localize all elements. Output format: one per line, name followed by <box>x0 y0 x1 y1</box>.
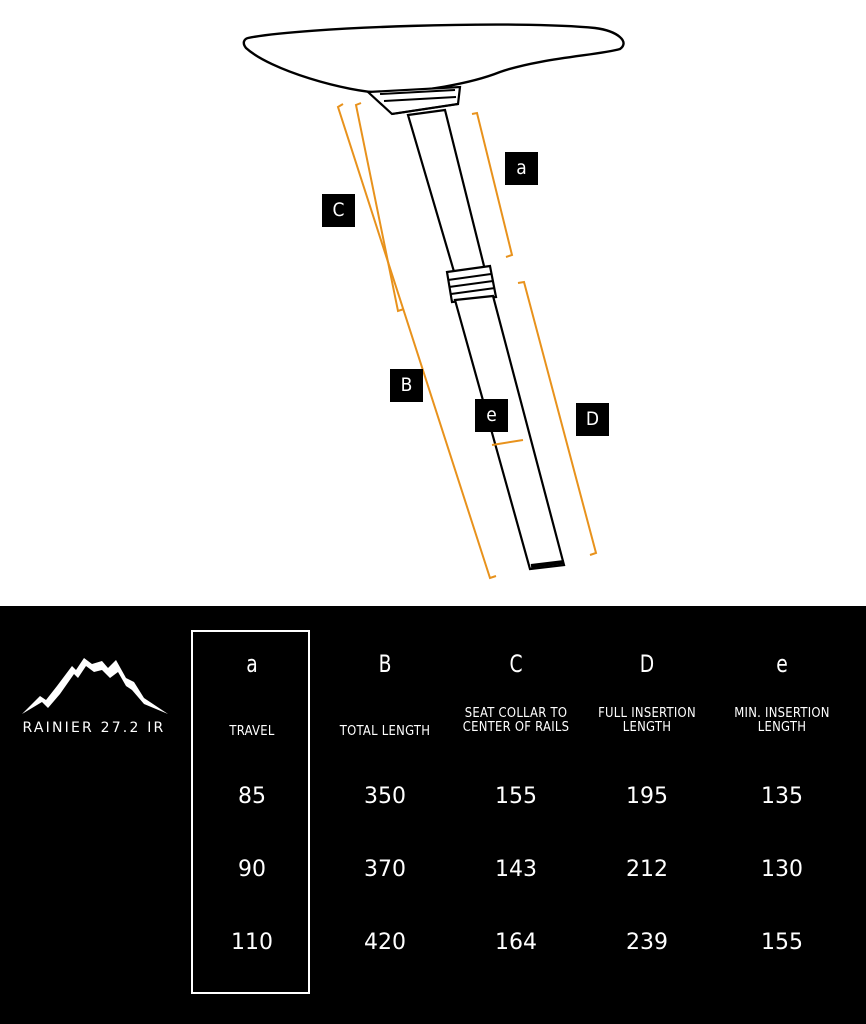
spec-value: 135 <box>761 784 803 809</box>
spec-value: 350 <box>364 784 406 809</box>
spec-column-e <box>712 606 852 1024</box>
column-label: TRAVEL <box>229 723 275 739</box>
spec-value: 155 <box>761 930 803 955</box>
column-letter: C <box>509 650 523 678</box>
label-e: e <box>475 399 508 432</box>
column-letter: B <box>378 650 392 678</box>
spec-table <box>0 606 866 1024</box>
spec-value: 370 <box>364 857 406 882</box>
label-c: C <box>322 194 355 227</box>
product-name: RAINIER 27.2 IR <box>22 720 166 736</box>
spec-value: 420 <box>364 930 406 955</box>
spec-value: 143 <box>495 857 537 882</box>
spec-column-b <box>315 606 455 1024</box>
spec-value: 195 <box>626 784 668 809</box>
dimension-a <box>472 113 512 257</box>
stanchion-upper <box>408 110 485 275</box>
label-a: a <box>505 152 538 185</box>
spec-column-a <box>182 606 322 1024</box>
column-label: TOTAL LENGTH <box>339 723 431 739</box>
column-letter: a <box>246 650 258 678</box>
spec-value: 90 <box>238 857 266 882</box>
seatpost-tube-lower <box>455 296 564 569</box>
spec-value: 155 <box>495 784 537 809</box>
label-b: B <box>390 369 423 402</box>
spec-value: 85 <box>238 784 266 809</box>
spec-value: 239 <box>626 930 668 955</box>
label-d: D <box>576 403 609 436</box>
dimension-c <box>356 103 404 311</box>
column-label: FULL INSERTION LENGTH <box>598 705 696 735</box>
mountain-icon <box>22 656 168 718</box>
column-label: MIN. INSERTION LENGTH <box>734 705 830 735</box>
column-letter: e <box>776 650 788 678</box>
spec-value: 212 <box>626 857 668 882</box>
spec-column-d <box>577 606 717 1024</box>
saddle-icon <box>244 25 624 93</box>
spec-value: 130 <box>761 857 803 882</box>
spec-column-c <box>446 606 586 1024</box>
column-letter: D <box>639 650 655 678</box>
column-label: SEAT COLLAR TO CENTER OF RAILS <box>462 705 570 735</box>
spec-value: 164 <box>495 930 537 955</box>
spec-value: 110 <box>231 930 273 955</box>
